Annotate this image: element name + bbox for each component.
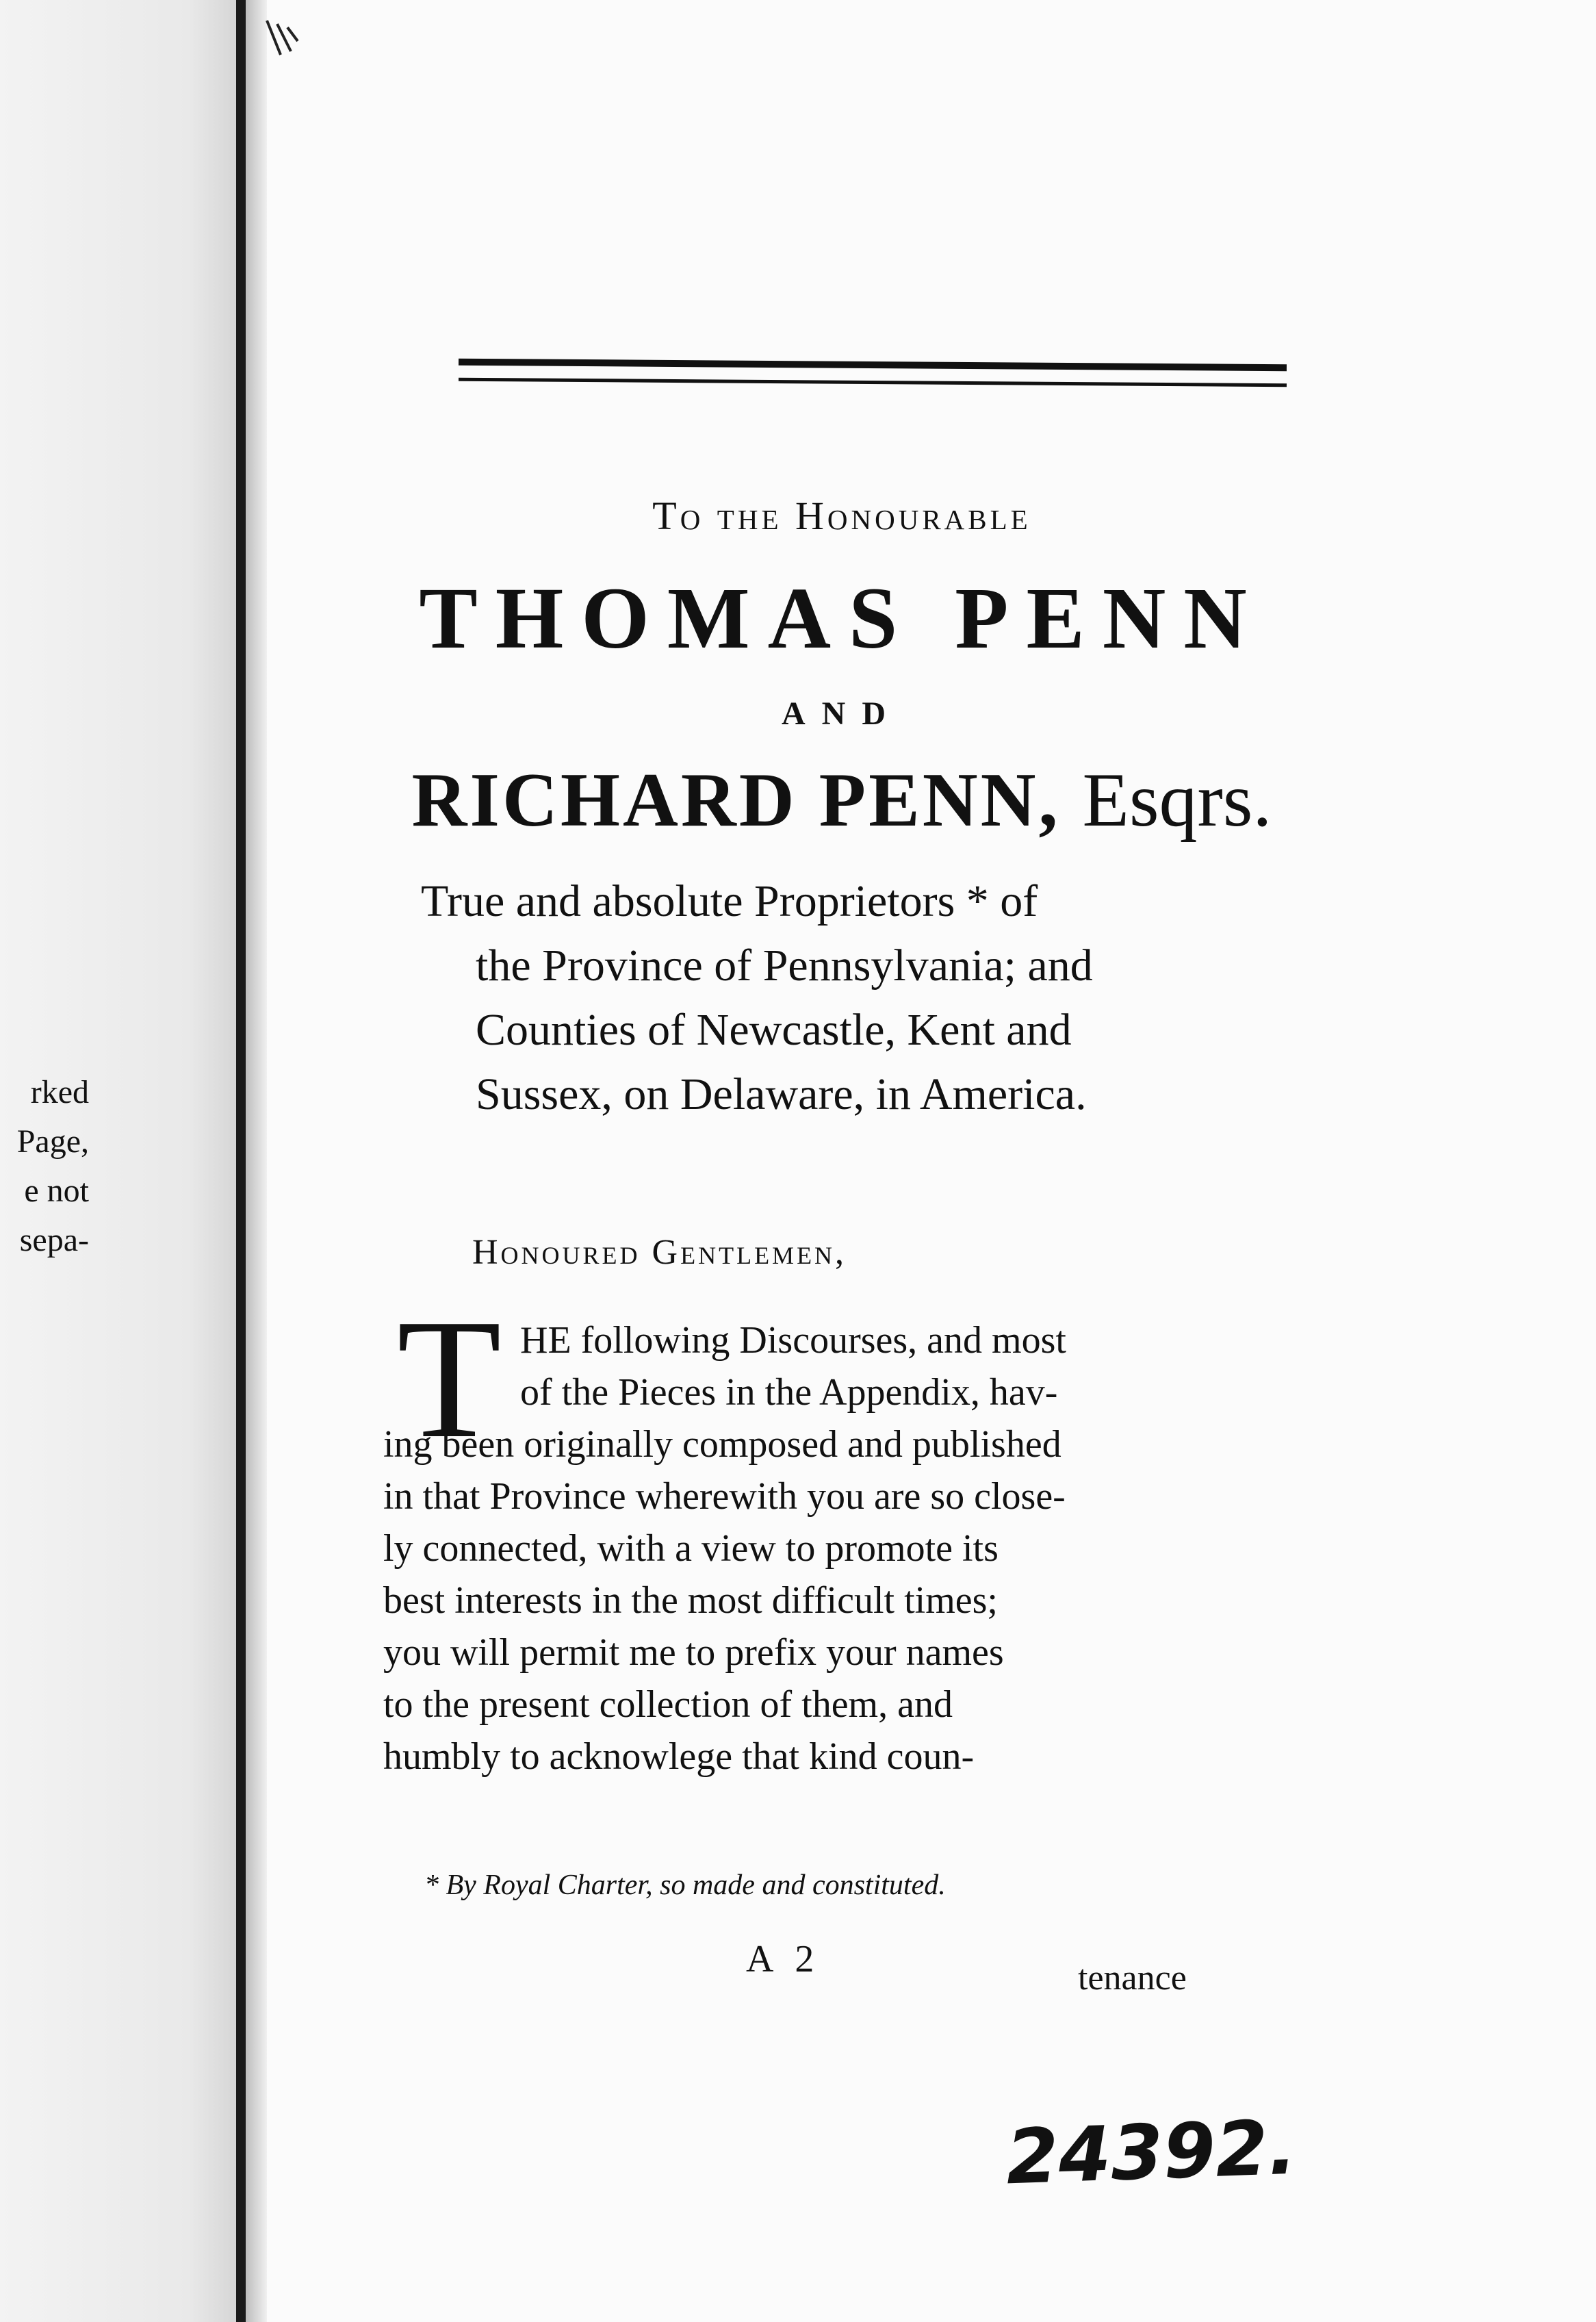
right-page — [267, 0, 1596, 2322]
body-line: to the present collection of them, and — [383, 1683, 953, 1726]
salutation: Honoured Gentlemen, — [472, 1233, 847, 1272]
catchword: tenance — [1078, 1959, 1187, 1998]
handwritten-accession-number: 24392. — [1004, 2103, 1298, 2202]
body-line: you will permit me to prefix your names — [383, 1631, 1004, 1674]
dedicatee-name-2 — [383, 756, 1300, 845]
left-line: Page, — [16, 1123, 89, 1160]
dedicatee-name-2-text: RICHARD PENN, — [411, 758, 1061, 843]
dedication-and: AND — [782, 696, 902, 732]
gutter-line — [236, 0, 246, 2322]
body-line: of the Pieces in the Appendix, hav- — [520, 1371, 1058, 1414]
dedicatee-name-1: THOMAS PENN — [419, 570, 1265, 667]
left-line: sepa- — [19, 1222, 89, 1258]
body-line: ing been originally composed and published — [383, 1423, 1061, 1466]
title-line: the Province of Pennsylvania; and — [476, 941, 1093, 991]
body-line: ly connected, with a view to promote its — [383, 1527, 999, 1570]
left-line: e not — [24, 1173, 89, 1209]
title-line: True and absolute Proprietors * of — [421, 876, 1038, 926]
left-line: rked — [30, 1074, 89, 1110]
proprietor-titles — [421, 869, 1287, 1127]
title-line: Sussex, on Delaware, in America. — [476, 1069, 1087, 1119]
title-line: Counties of Newcastle, Kent and — [476, 1005, 1072, 1055]
left-page-text — [0, 1068, 89, 1265]
body-line: HE following Discourses, and most — [520, 1319, 1066, 1362]
signature-mark: A 2 — [746, 1938, 821, 1980]
dedicatee-suffix: Esqrs. — [1082, 758, 1272, 843]
margin-mark-icon — [260, 14, 308, 62]
body-line: in that Province wherewith you are so close- — [383, 1475, 1066, 1518]
dedication-to-line: To the Honourable — [652, 494, 1031, 538]
footnote: * By Royal Charter, so made and constituted. — [424, 1870, 946, 1901]
drop-cap: T — [397, 1284, 502, 1474]
left-page-edge — [0, 0, 236, 2322]
body-line: best interests in the most difficult times; — [383, 1579, 998, 1622]
dedication-body — [383, 1314, 1232, 1783]
body-line: humbly to acknowlege that kind coun- — [383, 1735, 975, 1778]
